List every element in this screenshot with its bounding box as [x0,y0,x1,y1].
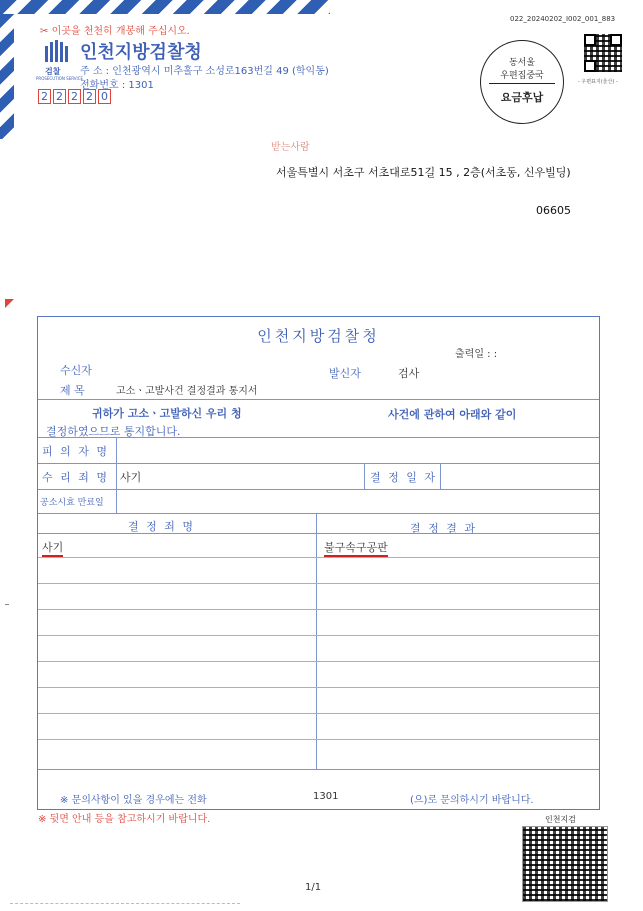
prosecution-logo-icon [43,40,69,64]
page-number: 1/1 [305,882,322,893]
result-decision: 불구속구공판 [324,539,388,557]
scissors-icon: ✂ [40,26,52,37]
phone-label: 전화번호 [80,80,119,91]
verification-qr-code [522,826,608,902]
postal-digit: 2 [83,89,96,104]
col-result-header: 결 정 결 과 [410,522,477,535]
charge-value: 사기 [120,471,142,484]
sender-phone-line: 전화번호 : 1301 [80,80,154,91]
body-line2: 결정하였으므로 통지합니다. [46,425,181,438]
charge-label: 수 리 죄 명 [42,471,109,484]
back-note: ※ 뒷면 안내 등을 참고하시기 바랍니다. [38,814,211,825]
subject-value: 고소ㆍ고발사건 결정결과 통지서 [116,386,258,397]
sender-org-name: 인천지방검찰청 [80,42,202,63]
print-date: 출력일 : : [455,349,498,360]
decision-date-label: 결 정 일 자 [370,471,437,484]
sender-postal-code [38,89,111,104]
postmark-line1: 동서울 [508,58,536,68]
postmark-stamp [480,40,564,124]
recipient-address: 서울특별시 서초구 서초대로51길 15 , 2층(서초동, 신우빌딩) [276,166,571,179]
recipient-postcode: 06605 [536,204,571,217]
recipient-label: 받는사람 [271,142,310,153]
postmark-line3: 요금후납 [500,91,544,104]
postmark-line2: 우편집중국 [500,71,544,81]
sender-field-label: 발신자 [329,367,361,380]
open-carefully-warning [40,22,190,37]
warning-text: 이곳을 천천히 개봉해 주십시오. [51,26,190,37]
postal-digit: 0 [98,89,111,104]
suspect-label: 피 의 자 명 [42,445,109,458]
postmark-divider [489,83,555,84]
sender-address: 인천광역시 미추홀구 소성로163번길 49 (학익동) [112,66,329,77]
sender-phone: 1301 [128,80,154,91]
logo-subtext: PROSECUTION SERVICE [36,76,84,81]
fold-marker-icon [5,299,14,308]
result-charge: 사기 [42,539,63,557]
footer-right-text: (으)로 문의하시기 바랍니다. [410,795,534,806]
notice-form [37,316,600,810]
recipient-field-label: 수신자 [60,364,92,377]
postal-digit: 2 [53,89,66,104]
body-line1-right: 사건에 관하여 아래와 같이 [388,408,517,421]
postal-qr-code [584,34,622,72]
stamp-label: 인천지검 [545,815,576,824]
envelope-top-stripe [0,0,330,14]
address-label: 주 소 [80,66,103,77]
envelope-left-stripe [0,14,14,139]
sender-address-line: 주 소 : 인천광역시 미추홀구 소성로163번길 49 (학익동) [80,66,329,77]
body-line1-left: 귀하가 고소ㆍ고발하신 우리 청 [92,407,242,420]
postal-digit: 2 [68,89,81,104]
notice-title: 인천지방검찰청 [257,327,380,345]
bottom-fold-line [10,903,240,904]
edge-tick [5,604,9,605]
footer-phone: 1301 [313,791,339,802]
postal-digit: 2 [38,89,51,104]
col-charge-header: 결 정 죄 명 [128,520,195,533]
sender-field-value: 검사 [398,367,420,380]
document-code: 022_20240202_I002_001_883 [510,15,616,23]
qr-caption: - 우편표지(울산) - [578,79,618,85]
footer-left-text: ※ 문의사항이 있을 경우에는 전화 [60,795,207,806]
logo-text: 검찰 [45,67,61,76]
subject-label: 제 목 [60,384,85,397]
statute-label: 공소시효 만료일 [40,498,104,508]
